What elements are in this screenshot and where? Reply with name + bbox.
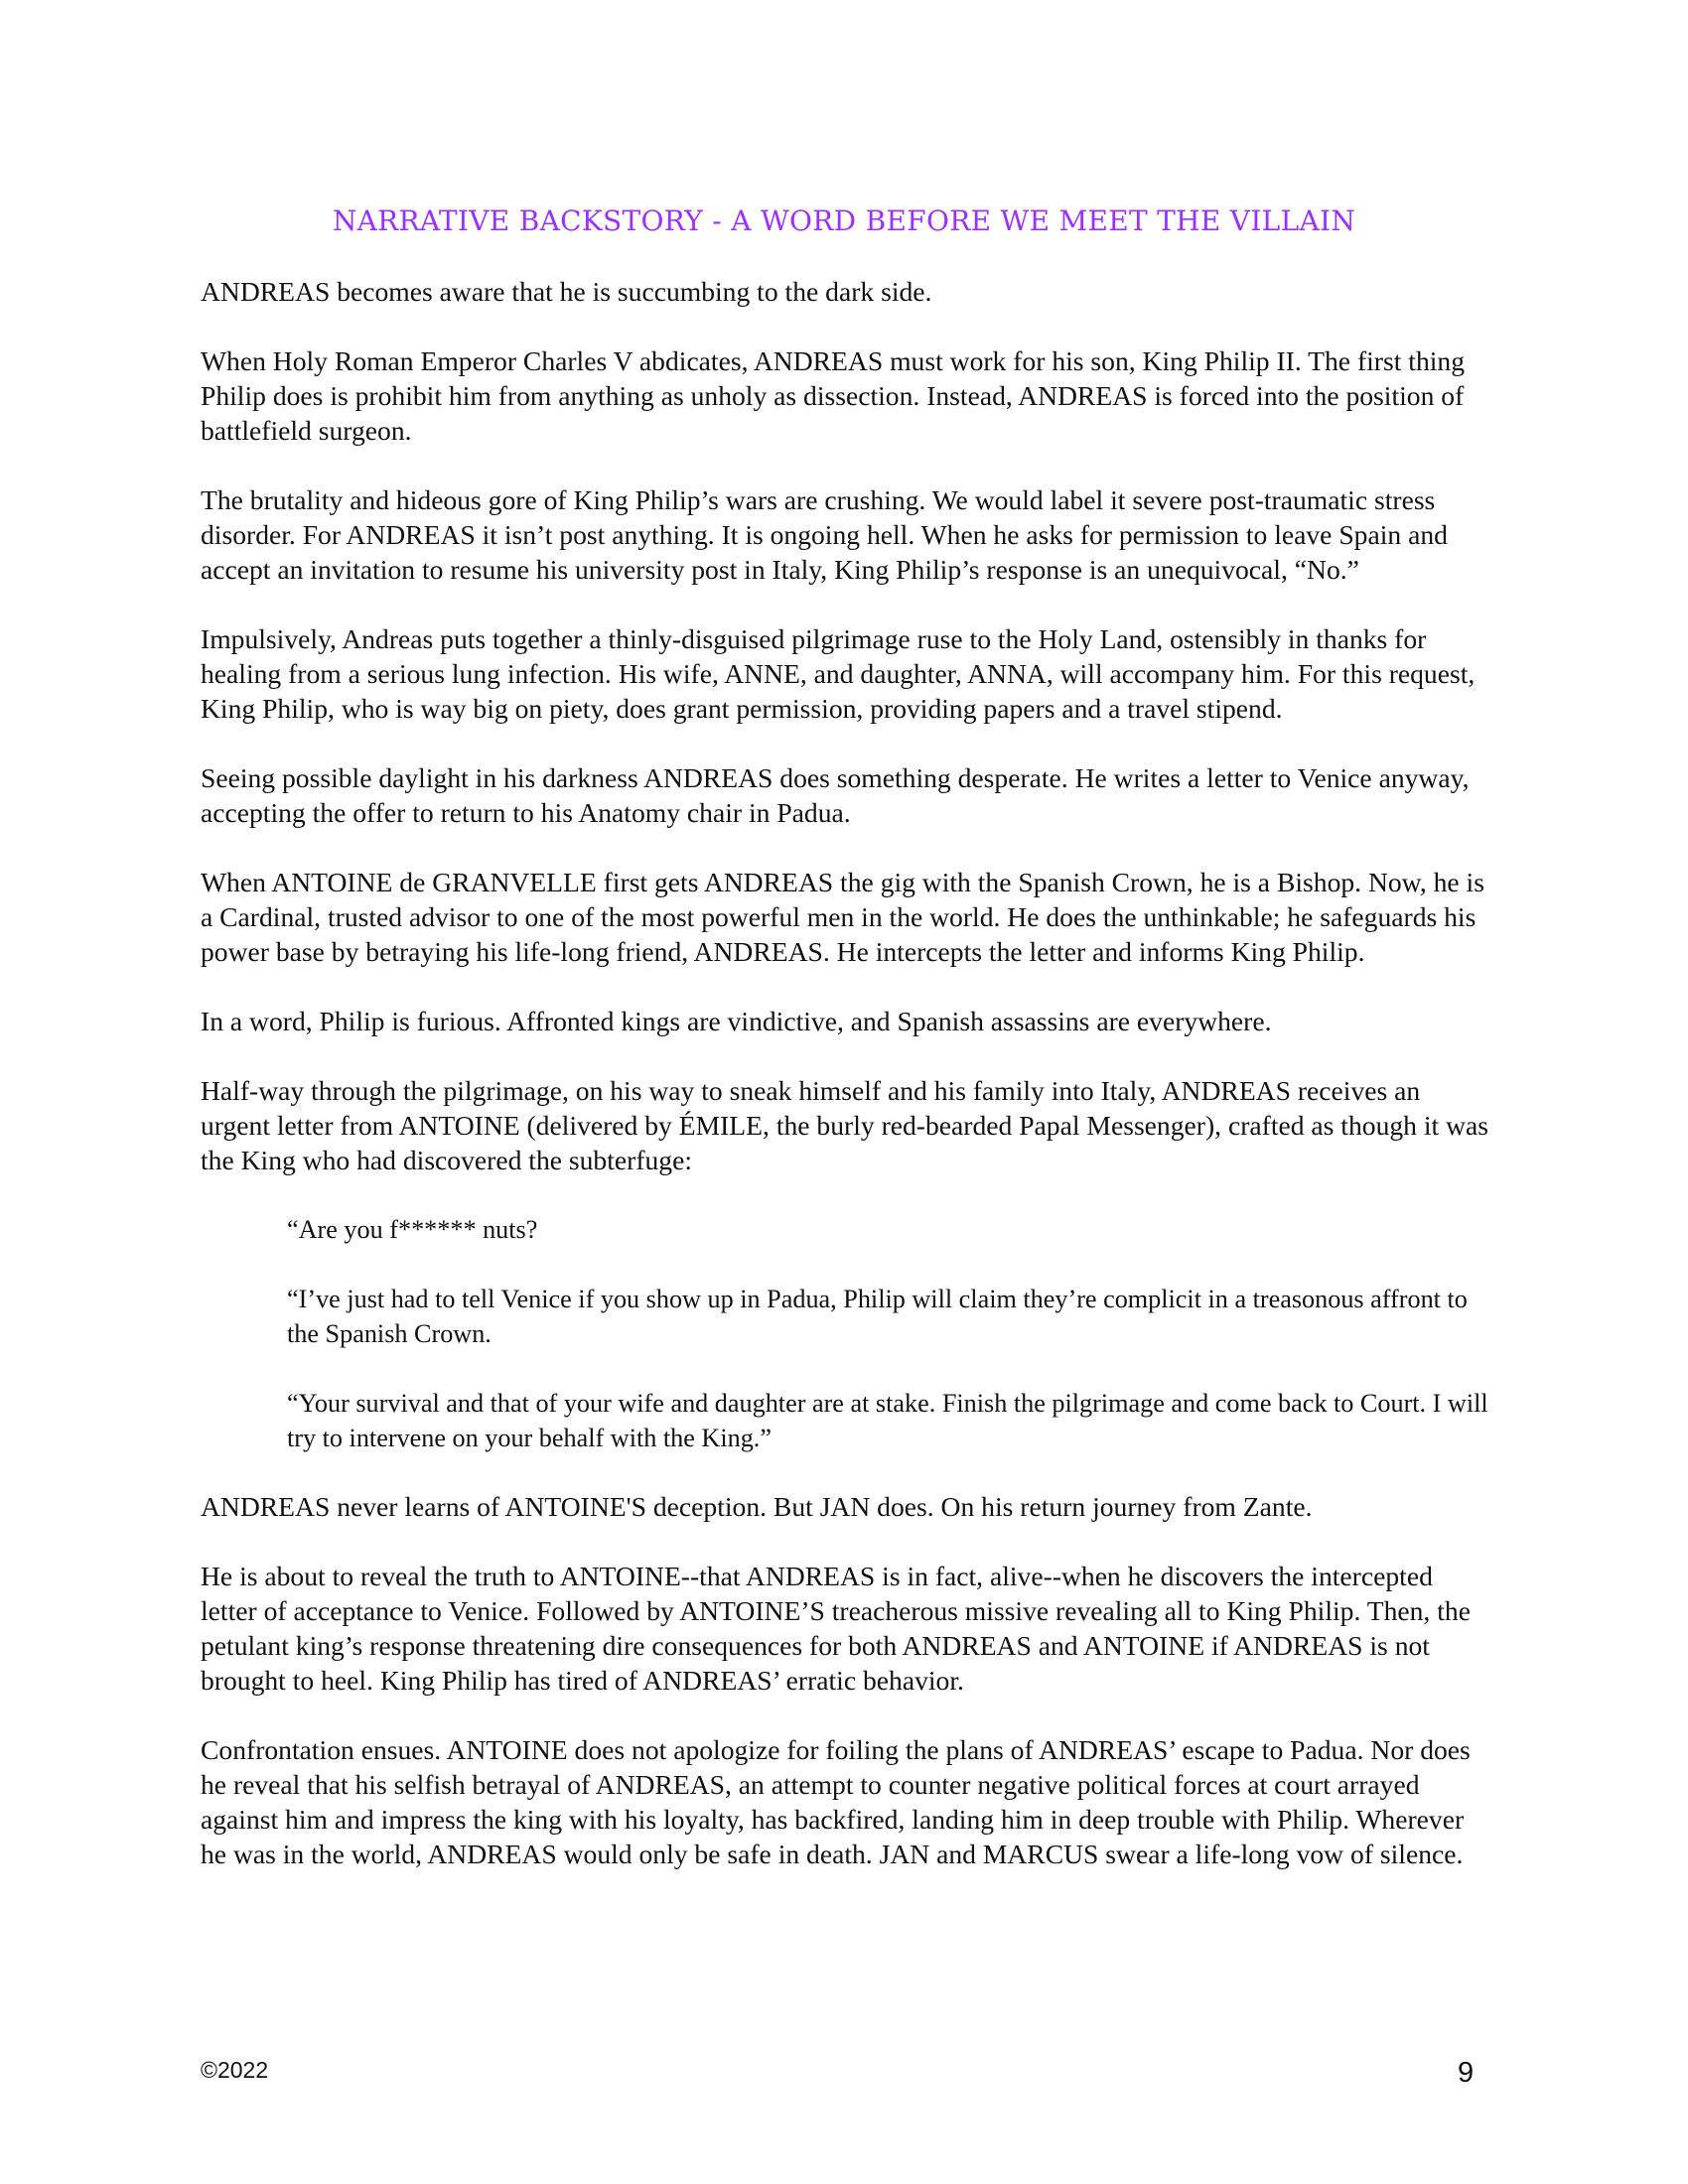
page-number: 9	[1458, 2057, 1475, 2089]
paragraph: Confrontation ensues. ANTOINE does not apologize for foiling the plans of ANDREAS’ escape to Padua. Nor does he reveal that his selfish betrayal of ANDREAS, an attempt to counter negative political forces at court arrayed against him and impress the king with his loyalty, has backfired, landing him in deep trouble with Philip. Wherever he was in the world, ANDREAS would only be safe in death. JAN and MARCUS swear a life-long vow of silence.	[201, 1734, 1471, 1869]
paragraph: In a word, Philip is furious. Affronted kings are vindictive, and Spanish assassins are everywhere.	[201, 1006, 1272, 1036]
paragraph: The brutality and hideous gore of King Philip’s wars are crushing. We would label it severe post-traumatic stress disorder. For ANDREAS it isn’t post anything. It is ongoing hell. When he asks for permission to leave Spain and accept an invitation to resume his university post in Italy, King Philip’s response is an unequivocal, “No.”	[201, 484, 1448, 585]
body-text	[201, 274, 1493, 1906]
paragraph: ANDREAS becomes aware that he is succumbing to the dark side.	[201, 276, 932, 307]
letter-quote: “I’ve just had to tell Venice if you show up in Padua, Philip will claim they’re complicit in a treasonous affront to the Spanish Crown.	[287, 1285, 1468, 1348]
letter-quote: “Your survival and that of your wife and daughter are at stake. Finish the pilgrimage and come back to Court. I will try to intervene on your behalf with the King.”	[287, 1389, 1488, 1452]
paragraph: Half-way through the pilgrimage, on his way to sneak himself and his family into Italy, ANDREAS receives an urgent letter from ANTOINE (delivered by ÉMILE, the burly red-bearded Papal Messenger), crafted as though it was the King who had discovered the subterfuge:	[201, 1075, 1488, 1175]
paragraph: He is about to reveal the truth to ANTOINE--that ANDREAS is in fact, alive--when he discovers the intercepted letter of acceptance to Venice. Followed by ANTOINE’S treacherous missive revealing all to King Philip. Then, the petulant king’s response threatening dire consequences for both ANDREAS and ANTOINE if ANDREAS is not brought to heel. King Philip has tired of ANDREAS’ erratic behavior.	[201, 1561, 1471, 1696]
paragraph: When ANTOINE de GRANVELLE first gets ANDREAS the gig with the Spanish Crown, he is a Bishop. Now, he is a Cardinal, trusted advisor to one of the most powerful men in the world. He does the unthinkable; he safeguards his power base by betraying his life-long friend, ANDREAS. He intercepts the letter and informs King Philip.	[201, 867, 1484, 967]
letter-quote: “Are you f****** nuts?	[287, 1215, 538, 1244]
paragraph: Seeing possible daylight in his darkness ANDREAS does something desperate. He writes a letter to Venice anyway, accepting the offer to return to his Anatomy chair in Padua.	[201, 762, 1470, 828]
paragraph: When Holy Roman Emperor Charles V abdicates, ANDREAS must work for his son, King Philip II. The first thing Philip does is prohibit him from anything as unholy as dissection. Instead, ANDREAS is forced into the position of battlefield surgeon.	[201, 345, 1466, 446]
paragraph: Impulsively, Andreas puts together a thinly-disguised pilgrimage ruse to the Holy Land, ostensibly in thanks for healing from a serious lung infection. His wife, ANNE, and daughter, ANNA, will accompany him. For this request, King Philip, who is way big on piety, does grant permission, providing papers and a travel stipend.	[201, 623, 1476, 724]
copyright-notice: ©2022	[201, 2057, 269, 2083]
paragraph: ANDREAS never learns of ANTOINE'S deception. But JAN does. On his return journey from Zante.	[201, 1491, 1313, 1522]
section-title: NARRATIVE BACKSTORY - A WORD BEFORE WE MEET THE VILLAIN	[332, 205, 1356, 237]
